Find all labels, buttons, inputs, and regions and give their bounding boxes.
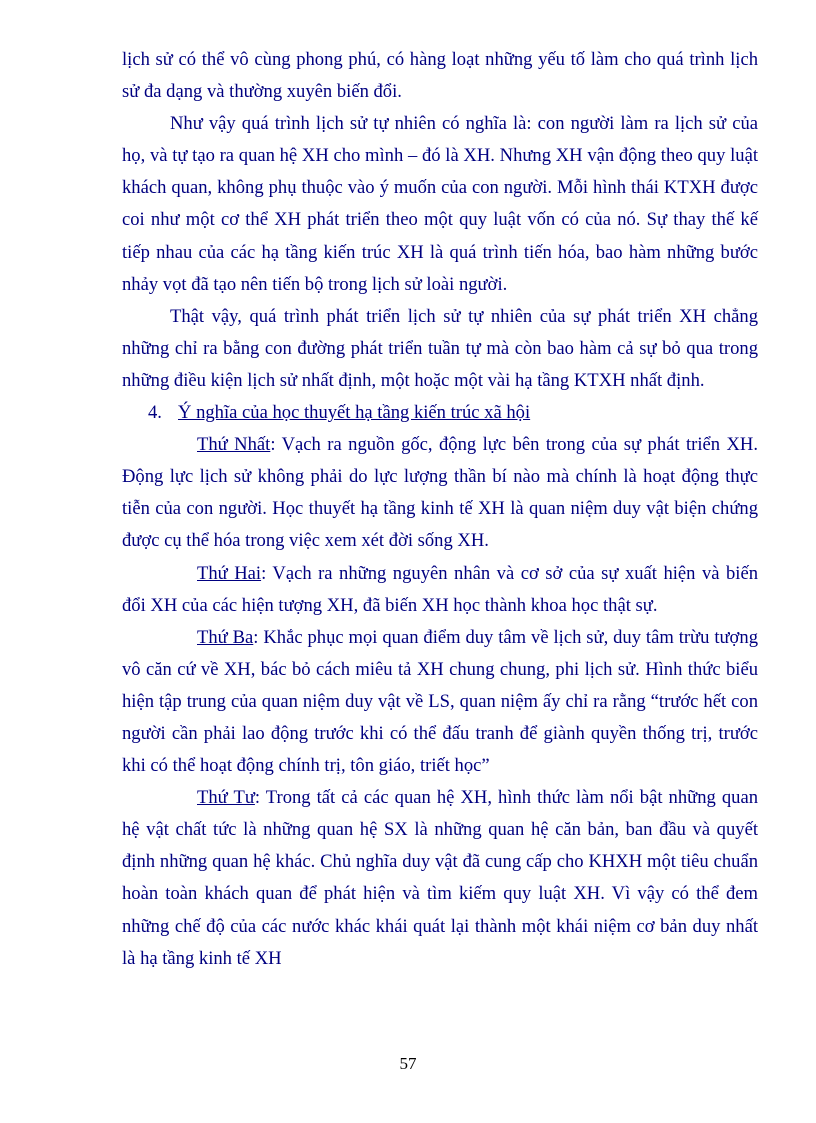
point-text: : Trong tất cả các quan hệ XH, hình thức làm nổi bật những quan hệ vật chất tức là những quan hệ SX là những quan hệ căn bản, ban đầu và quyết định những quan hệ khác. Chủ nghĩa duy vật đã cung cấp cho KHXH một tiêu chuẩn hoàn toàn khách quan để phát hiện và tìm kiếm quy luật XH. Vì vậy có thể đem những chế độ của các nước khác khái quát lại thành một khái niệm cơ bản duy nhất là hạ tầng kinh tế XH: [122, 787, 759, 969]
section-heading: [122, 397, 758, 429]
point-text: : Khắc phục mọi quan điểm duy tâm về lịch sử, duy tâm trừu tượng vô căn cứ về XH, bác bỏ cách miêu tả XH chung chung, phi lịch sử. Hình thức biểu hiện tập trung của quan niệm duy vật về LS, quan niệm ấy chỉ ra rằng “trước hết con người cần phải lao động trước khi có thể đấu tranh để giành quyền thống trị, trước khi có thể hoạt động chính trị, tôn giáo, triết học”: [122, 626, 758, 777]
point-text: : Vạch ra những nguyên nhân và cơ sở của sự xuất hiện và biến đổi XH của các hiện tượng XH, đã biến XH học thành khoa học thật sự.: [122, 562, 758, 616]
point-second: [122, 558, 758, 622]
paragraph-indeed: Thật vậy, quá trình phát triển lịch sử tự nhiên của sự phát triển XH chẳng những chỉ ra bằng con đường phát triển tuần tự mà còn bao hàm cả sự bỏ qua trong những điều kiện lịch sử nhất định, một hoặc một vài hạ tầng KTXH nhất định.: [122, 305, 758, 391]
point-lead: Thứ Tư: [197, 787, 255, 809]
section-number: 4.: [148, 402, 162, 424]
paragraph-continuation: lịch sử có thể vô cùng phong phú, có hàng loạt những yếu tố làm cho quá trình lịch sử đa dạng và thường xuyên biến đổi.: [122, 49, 758, 103]
section-title: Ý nghĩa của học thuyết hạ tầng kiến trúc xã hội: [178, 402, 531, 424]
point-text: : Vạch ra nguồn gốc, động lực bên trong của sự phát triển XH. Động lực lịch sử không phải do lực lượng thần bí nào mà chính là hoạt động thực tiễn của con người. Học thuyết hạ tầng kinh tế XH là quan niệm duy vật biện chứng được cụ thể hóa trong việc xem xét đời sống XH.: [122, 434, 758, 552]
point-lead: Thứ Ba: [197, 626, 254, 648]
page-number: 57: [399, 1054, 417, 1073]
point-first: [122, 429, 758, 557]
point-lead: Thứ Hai: [197, 562, 262, 584]
paragraph-natural-history: Như vậy quá trình lịch sử tự nhiên có nghĩa là: con người làm ra lịch sử của họ, và tự tạo ra quan hệ XH cho mình – đó là XH. Nhưng XH vận động theo quy luật khách quan, không phụ thuộc vào ý muốn của con người. Mỗi hình thái KTXH được coi như một cơ thể XH phát triển theo một quy luật vốn có của nó. Sự thay thế kế tiếp nhau của các hạ tầng kiến trúc XH là quá trình tiến hóa, bao hàm những bước nhảy vọt đã tạo nên tiến bộ trong lịch sử loài người.: [122, 113, 758, 295]
point-third: [122, 622, 758, 782]
body-text: [122, 44, 758, 975]
point-lead: Thứ Nhất: [197, 434, 271, 456]
point-fourth: [122, 782, 758, 975]
